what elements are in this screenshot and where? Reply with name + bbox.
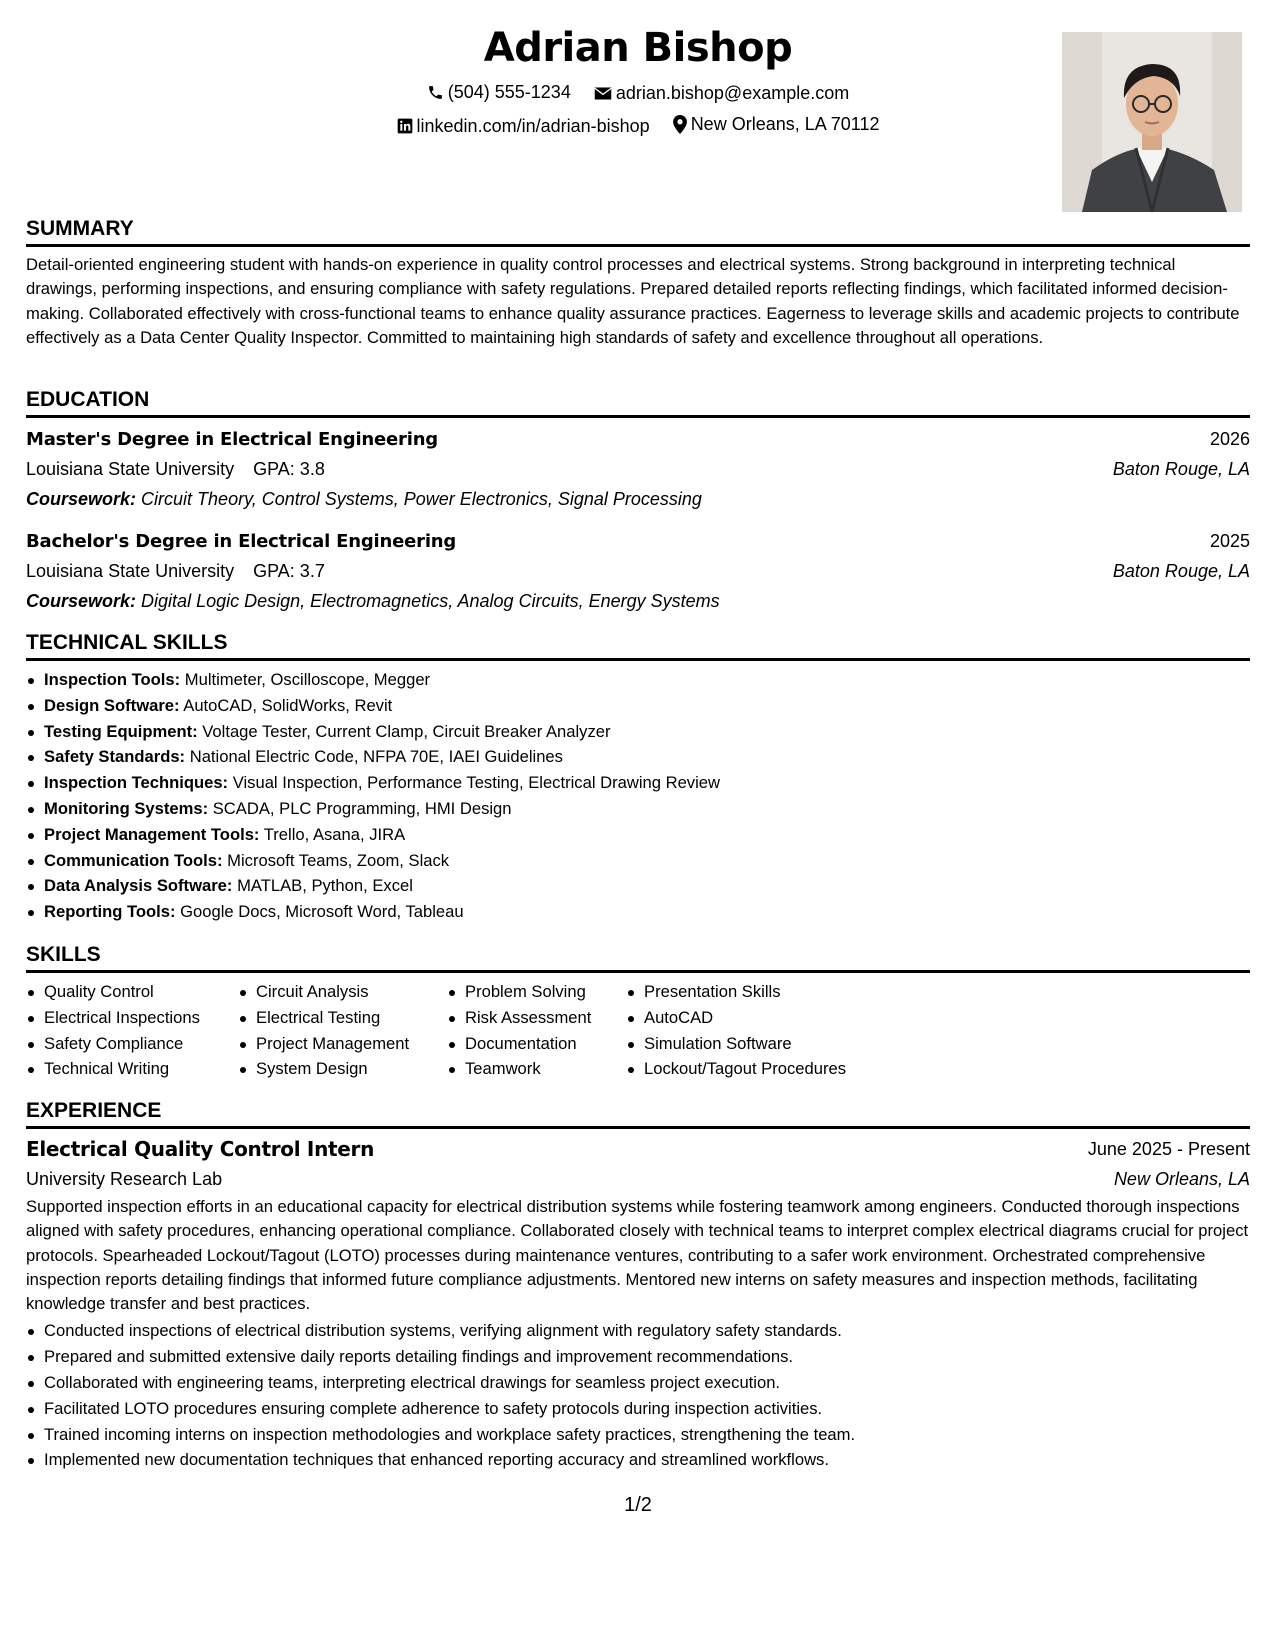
skill-category: Communication Tools: xyxy=(44,850,223,870)
skill-values: Voltage Tester, Current Clamp, Circuit Breaker Analyzer xyxy=(202,721,611,741)
list-item: Lockout/Tagout Procedures xyxy=(626,1056,846,1082)
coursework-label: Coursework: xyxy=(26,489,137,509)
skills-column xyxy=(626,979,846,1082)
list-item: Simulation Software xyxy=(626,1031,846,1057)
skill-category: Inspection Techniques: xyxy=(44,773,229,793)
profile-photo-portrait xyxy=(1062,32,1242,212)
list-item xyxy=(26,719,1250,745)
list-item: Prepared and submitted extensive daily reports detailing findings and improvement recommendations. xyxy=(26,1344,1250,1370)
gpa: GPA: 3.8 xyxy=(253,459,325,479)
company-name: University Research Lab xyxy=(26,1169,223,1189)
skill-category: Project Management Tools: xyxy=(44,824,260,844)
map-pin-icon xyxy=(673,115,687,134)
skill-category: Reporting Tools: xyxy=(44,902,176,922)
list-item: Circuit Analysis xyxy=(238,979,409,1005)
list-item: System Design xyxy=(238,1056,409,1082)
skill-values: Google Docs, Microsoft Word, Tableau xyxy=(180,902,464,922)
education-entry xyxy=(26,526,1250,628)
contact-linkedin[interactable] xyxy=(397,114,650,138)
coursework-list: Digital Logic Design, Electromagnetics, Analog Circuits, Energy Systems xyxy=(141,591,720,611)
skill-values: MATLAB, Python, Excel xyxy=(237,876,413,896)
list-item xyxy=(26,667,1250,693)
school-location: Baton Rouge, LA xyxy=(1112,459,1250,479)
skills-columns xyxy=(26,979,1250,1083)
list-item: Safety Compliance xyxy=(26,1031,200,1057)
job-title: Electrical Quality Control Intern xyxy=(26,1137,375,1161)
skills-column xyxy=(238,979,409,1082)
list-item: Conducted inspections of electrical distribution systems, verifying alignment with regulatory safety standards. xyxy=(26,1318,1250,1344)
degree-title: Master's Degree in Electrical Engineering xyxy=(26,429,438,450)
list-item xyxy=(26,693,1250,719)
education-entry xyxy=(26,424,1250,526)
section-title-technical-skills: TECHNICAL SKILLS xyxy=(26,631,228,654)
list-item xyxy=(26,822,1250,848)
list-item: Trained incoming interns on inspection methodologies and workplace safety practices, strengthening the team. xyxy=(26,1422,1250,1448)
list-item: Quality Control xyxy=(26,979,200,1005)
email-address: adrian.bishop@example.com xyxy=(615,83,850,103)
section-title-summary: SUMMARY xyxy=(26,217,134,240)
list-item: Implemented new documentation techniques that enhanced reporting accuracy and streamlined workflows. xyxy=(26,1447,1250,1473)
contact-phone[interactable] xyxy=(427,80,571,104)
list-item xyxy=(26,744,1250,770)
skill-values: Multimeter, Oscilloscope, Megger xyxy=(184,670,431,689)
list-item xyxy=(26,796,1250,822)
skill-values: Visual Inspection, Performance Testing, Electrical Drawing Review xyxy=(232,773,720,793)
graduation-year: 2026 xyxy=(1209,429,1250,449)
section-title-experience: EXPERIENCE xyxy=(26,1099,162,1122)
section-title-education: EDUCATION xyxy=(26,388,150,411)
list-item: Teamwork xyxy=(447,1056,591,1082)
graduation-year: 2025 xyxy=(1209,531,1250,551)
list-item: Project Management xyxy=(238,1031,409,1057)
resume-page xyxy=(26,0,1250,1650)
section-divider xyxy=(26,244,1250,247)
skill-values: Trello, Asana, JIRA xyxy=(263,824,406,844)
contact-location xyxy=(673,112,880,136)
list-item xyxy=(26,873,1250,899)
skill-category: Safety Standards: xyxy=(44,747,186,767)
profile-photo xyxy=(1062,32,1242,212)
section-title-skills: SKILLS xyxy=(26,943,101,966)
skill-category: Inspection Tools: xyxy=(44,670,181,689)
section-divider xyxy=(26,1126,1250,1129)
list-item: Documentation xyxy=(447,1031,591,1057)
school-name: Louisiana State University xyxy=(26,561,235,581)
section-divider xyxy=(26,658,1250,661)
list-item: Risk Assessment xyxy=(447,1005,591,1031)
list-item xyxy=(26,770,1250,796)
list-item: AutoCAD xyxy=(626,1005,846,1031)
resume-header xyxy=(26,20,1250,220)
section-divider xyxy=(26,415,1250,418)
skill-category: Data Analysis Software: xyxy=(44,876,233,896)
skill-values: SCADA, PLC Programming, HMI Design xyxy=(212,798,512,818)
skills-section xyxy=(26,942,1250,1083)
list-item xyxy=(26,899,1250,925)
list-item: Technical Writing xyxy=(26,1056,200,1082)
skills-column xyxy=(26,979,200,1082)
location-text: New Orleans, LA 70112 xyxy=(690,114,880,134)
job-dates: June 2025 - Present xyxy=(1087,1139,1250,1159)
phone-icon xyxy=(427,84,444,101)
section-divider xyxy=(26,970,1250,973)
job-location: New Orleans, LA xyxy=(1113,1169,1250,1189)
skill-category: Design Software: xyxy=(44,695,180,715)
skill-values: AutoCAD, SolidWorks, Revit xyxy=(183,695,393,715)
list-item xyxy=(26,848,1250,874)
candidate-name: Adrian Bishop xyxy=(483,25,793,71)
summary-text: Detail-oriented engineering student with hands-on experience in quality control processes and electrical systems. Strong background in interpreting technical drawings, performing inspections, and ensuring compliance with safety regulations. Prepared detailed reports reflecting findings, which facilitated informed decision-making. Collaborated effectively with cross-functional teams to enhance quality assurance practices. Eagerness to leverage skills and academic projects to contribute effectively as a Data Center Quality Inspector. Committed to maintaining high standards of safety and excellence throughout all operations. xyxy=(26,255,1240,347)
list-item: Problem Solving xyxy=(447,979,591,1005)
experience-entry xyxy=(26,1134,1250,1473)
skill-values: National Electric Code, NFPA 70E, IAEI Guidelines xyxy=(189,747,563,767)
school-name: Louisiana State University xyxy=(26,459,235,479)
envelope-icon xyxy=(594,86,612,101)
technical-skills-section xyxy=(26,630,1250,925)
list-item: Presentation Skills xyxy=(626,979,846,1005)
skill-category: Testing Equipment: xyxy=(44,721,198,741)
school-location: Baton Rouge, LA xyxy=(1112,561,1250,581)
education-section xyxy=(26,387,1250,628)
coursework-list: Circuit Theory, Control Systems, Power Electronics, Signal Processing xyxy=(141,489,702,509)
linkedin-url: linkedin.com/in/adrian-bishop xyxy=(416,115,650,136)
list-item: Collaborated with engineering teams, interpreting electrical drawings for seamless project execution. xyxy=(26,1370,1250,1396)
contact-email[interactable] xyxy=(594,81,849,105)
phone-number: (504) 555-1234 xyxy=(447,82,571,102)
list-item: Facilitated LOTO procedures ensuring complete adherence to safety protocols during inspection activities. xyxy=(26,1396,1250,1422)
experience-section xyxy=(26,1098,1250,1473)
page-number: 1/2 xyxy=(624,1494,652,1516)
summary-section xyxy=(26,216,1250,350)
linkedin-icon xyxy=(397,118,413,134)
job-bullets xyxy=(26,1318,1250,1473)
gpa: GPA: 3.7 xyxy=(253,561,325,581)
skill-values: Microsoft Teams, Zoom, Slack xyxy=(227,850,450,870)
technical-skills-list xyxy=(26,667,1250,925)
coursework-label: Coursework: xyxy=(26,591,137,611)
degree-title: Bachelor's Degree in Electrical Engineering xyxy=(26,531,457,552)
job-description: Supported inspection efforts in an educational capacity for electrical distribution systems while fostering teamwork among engineers. Conducted thorough inspections aligned with safety procedures, enhancing operational compliance. Collaborated closely with technical teams to interpret complex electrical diagrams crucial for project protocols. Spearheaded Lockout/Tagout (LOTO) processes during maintenance ventures, contributing to a safer work environment. Orchestrated comprehensive inspection reports detailing findings that informed future compliance adjustments. Mentored new interns on safety measures and inspection methods, facilitating knowledge transfer and best practices. xyxy=(26,1197,1249,1314)
skills-column xyxy=(447,979,591,1082)
list-item: Electrical Testing xyxy=(238,1005,409,1031)
list-item: Electrical Inspections xyxy=(26,1005,200,1031)
skill-category: Monitoring Systems: xyxy=(44,798,209,818)
